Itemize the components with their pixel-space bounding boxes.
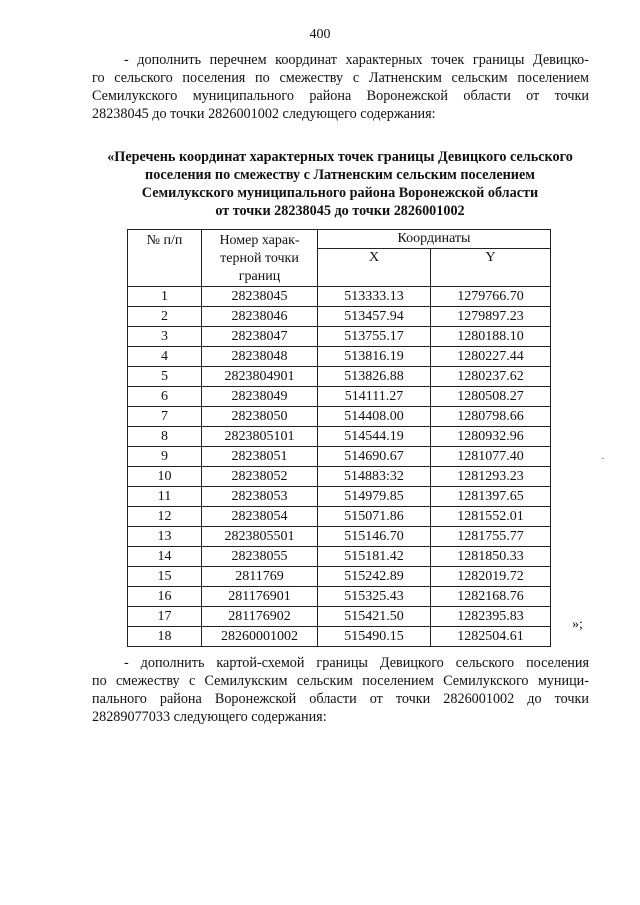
row-number-cell: 16 — [128, 587, 202, 607]
row-number-cell: 1 — [128, 287, 202, 307]
table-row — [128, 427, 551, 447]
column-header-number: № п/п — [128, 230, 202, 287]
table-row — [128, 607, 551, 627]
row-number-cell: 10 — [128, 467, 202, 487]
intro-paragraph — [92, 51, 589, 123]
point-number-cell: 281176902 — [202, 607, 318, 627]
x-coordinate-cell: 514544.19 — [318, 427, 431, 447]
y-coordinate-cell: 1280227.44 — [431, 347, 551, 367]
heading-line: «Перечень координат характерных точек границы Девицкого сельского — [107, 149, 573, 165]
heading-line: от точки 28238045 до точки 2826001002 — [215, 203, 465, 219]
x-coordinate-cell: 514408.00 — [318, 407, 431, 427]
point-header-line: Номер харак- — [219, 233, 300, 248]
page-number: 400 — [309, 27, 331, 42]
y-coordinate-cell: 1280798.66 — [431, 407, 551, 427]
coordinates-table — [127, 229, 551, 647]
row-number-cell: 18 — [128, 627, 202, 647]
x-coordinate-cell: 514111.27 — [318, 387, 431, 407]
y-coordinate-cell: 1281755.77 — [431, 527, 551, 547]
row-number-cell: 17 — [128, 607, 202, 627]
row-number-cell: 8 — [128, 427, 202, 447]
heading-line: поселения по смежеству с Латненским сельским поселением — [145, 167, 535, 183]
point-header-line: границ — [238, 269, 281, 284]
closing-line: по смежеству с Семилукским сельским поселением Семилукского муници- — [92, 673, 589, 689]
x-coordinate-cell: 515181.42 — [318, 547, 431, 567]
intro-line: - дополнить перечнем координат характерных точек границы Девицко- — [124, 52, 589, 68]
y-coordinate-cell: 1281293.23 — [431, 467, 551, 487]
y-coordinate-cell: 1282168.76 — [431, 587, 551, 607]
row-number-cell: 13 — [128, 527, 202, 547]
intro-line: Семилукского муниципального района Воронежской области от точки — [92, 88, 589, 104]
point-number-cell: 2823805501 — [202, 527, 318, 547]
y-coordinate-cell: 1280237.62 — [431, 367, 551, 387]
table-row — [128, 527, 551, 547]
y-coordinate-cell: 1280932.96 — [431, 427, 551, 447]
point-number-cell: 28238048 — [202, 347, 318, 367]
x-coordinate-cell: 515490.15 — [318, 627, 431, 647]
table-row — [128, 567, 551, 587]
row-number-cell: 2 — [128, 307, 202, 327]
y-coordinate-cell: 1280508.27 — [431, 387, 551, 407]
x-coordinate-cell: 514690.67 — [318, 447, 431, 467]
x-coordinate-cell: 513457.94 — [318, 307, 431, 327]
x-coordinate-cell: 513826.88 — [318, 367, 431, 387]
table-row — [128, 407, 551, 427]
point-number-cell: 28238052 — [202, 467, 318, 487]
table-body — [128, 287, 551, 647]
row-number-cell: 9 — [128, 447, 202, 467]
column-header-coordinates: Координаты — [318, 230, 551, 249]
x-coordinate-cell: 515146.70 — [318, 527, 431, 547]
point-number-cell: 2823805101 — [202, 427, 318, 447]
margin-mark: · — [601, 453, 605, 465]
column-header-point — [202, 230, 318, 287]
closing-line: 28289077033 следующего содержания: — [92, 709, 327, 725]
table-row — [128, 487, 551, 507]
row-number-cell: 14 — [128, 547, 202, 567]
point-number-cell: 28238047 — [202, 327, 318, 347]
y-coordinate-cell: 1281397.65 — [431, 487, 551, 507]
point-header-line: терной точки — [220, 251, 299, 266]
y-coordinate-cell: 1279897.23 — [431, 307, 551, 327]
point-number-cell: 28260001002 — [202, 627, 318, 647]
table-row — [128, 307, 551, 327]
point-number-cell: 28238054 — [202, 507, 318, 527]
y-coordinate-cell: 1280188.10 — [431, 327, 551, 347]
row-number-cell: 11 — [128, 487, 202, 507]
y-coordinate-cell: 1282395.83 — [431, 607, 551, 627]
table-row — [128, 447, 551, 467]
y-coordinate-cell: 1282504.61 — [431, 627, 551, 647]
table-row — [128, 387, 551, 407]
point-number-cell: 28238053 — [202, 487, 318, 507]
x-coordinate-cell: 515421.50 — [318, 607, 431, 627]
closing-paragraph — [92, 654, 589, 726]
row-number-cell: 6 — [128, 387, 202, 407]
row-number-cell: 5 — [128, 367, 202, 387]
table-row — [128, 547, 551, 567]
y-coordinate-cell: 1282019.72 — [431, 567, 551, 587]
x-coordinate-cell: 515071.86 — [318, 507, 431, 527]
heading-line: Семилукского муниципального района Воронежской области — [141, 185, 539, 201]
list-heading — [60, 148, 620, 220]
table-row — [128, 467, 551, 487]
point-number-cell: 281176901 — [202, 587, 318, 607]
point-number-cell: 28238050 — [202, 407, 318, 427]
closing-line: пального района Воронежской области от точки 2826001002 до точки — [92, 691, 589, 707]
row-number-cell: 7 — [128, 407, 202, 427]
closing-quote: »; — [572, 617, 583, 632]
point-number-cell: 28238046 — [202, 307, 318, 327]
point-number-cell: 2823804901 — [202, 367, 318, 387]
x-coordinate-cell: 514883:32 — [318, 467, 431, 487]
table-row — [128, 367, 551, 387]
table-row — [128, 627, 551, 647]
x-coordinate-cell: 515325.43 — [318, 587, 431, 607]
table-row — [128, 347, 551, 367]
table-row — [128, 507, 551, 527]
row-number-cell: 4 — [128, 347, 202, 367]
y-coordinate-cell: 1281850.33 — [431, 547, 551, 567]
point-number-cell: 28238049 — [202, 387, 318, 407]
point-number-cell: 28238051 — [202, 447, 318, 467]
point-number-cell: 2811769 — [202, 567, 318, 587]
closing-line: - дополнить картой-схемой границы Девицкого сельского поселения — [124, 655, 589, 671]
table-row — [128, 287, 551, 307]
column-header-x: X — [318, 249, 431, 287]
row-number-cell: 12 — [128, 507, 202, 527]
table-row — [128, 327, 551, 347]
x-coordinate-cell: 513816.19 — [318, 347, 431, 367]
y-coordinate-cell: 1281552.01 — [431, 507, 551, 527]
column-header-y: Y — [431, 249, 551, 287]
table-row — [128, 587, 551, 607]
x-coordinate-cell: 513755.17 — [318, 327, 431, 347]
row-number-cell: 15 — [128, 567, 202, 587]
intro-line: 28238045 до точки 2826001002 следующего содержания: — [92, 106, 436, 122]
intro-line: го сельского поселения по смежеству с Латненским сельским поселением — [92, 70, 589, 86]
point-number-cell: 28238045 — [202, 287, 318, 307]
row-number-cell: 3 — [128, 327, 202, 347]
x-coordinate-cell: 513333.13 — [318, 287, 431, 307]
y-coordinate-cell: 1279766.70 — [431, 287, 551, 307]
y-coordinate-cell: 1281077.40 — [431, 447, 551, 467]
point-number-cell: 28238055 — [202, 547, 318, 567]
x-coordinate-cell: 515242.89 — [318, 567, 431, 587]
x-coordinate-cell: 514979.85 — [318, 487, 431, 507]
